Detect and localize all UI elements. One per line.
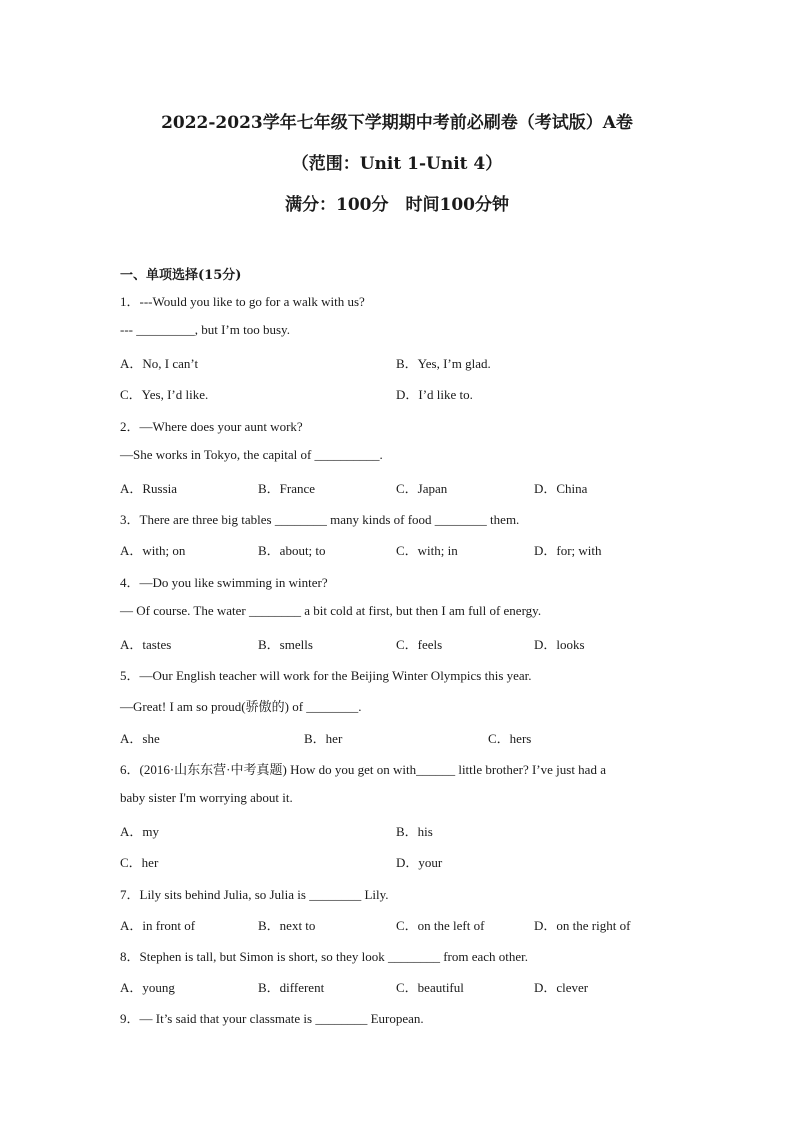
question-stem: —She works in Tokyo, the capital of __________. (120, 447, 383, 462)
question-stem: 6．(2016·山东东营·中考真题) How do you get on with______ little brother? I’ve just had a (120, 762, 606, 777)
option-c: C．hers (488, 731, 532, 746)
option-a: A．tastes (120, 637, 172, 652)
option-a: A．with; on (120, 543, 186, 558)
question-stem: --- _________, but I’m too busy. (120, 322, 290, 337)
option-c: C．Japan (396, 481, 448, 496)
question-stem: baby sister I'm worrying about it. (120, 790, 293, 805)
option-c: C．her (120, 855, 159, 870)
option-d: D．your (396, 855, 443, 870)
option-c: C．feels (396, 637, 443, 652)
option-d: D．for; with (534, 543, 602, 558)
option-b: B．his (396, 824, 433, 839)
option-b: B．Yes, I’m glad. (396, 356, 491, 371)
question-stem: 2．—Where does your aunt work? (120, 419, 303, 434)
question-stem: 1．---Would you like to go for a walk with us? (120, 294, 365, 309)
option-a: A．she (120, 731, 160, 746)
option-b: B．about; to (258, 543, 326, 558)
exam-score-time: 满分：100分 时间100分钟 (285, 195, 509, 215)
exam-range: （范围：Unit 1-Unit 4） (291, 154, 503, 174)
option-c: C．beautiful (396, 980, 464, 995)
section-heading: 一、单项选择(15分) (120, 268, 242, 283)
option-d: D．looks (534, 637, 585, 652)
option-a: A．my (120, 824, 160, 839)
option-b: B．next to (258, 918, 316, 933)
option-d: D．China (534, 481, 588, 496)
option-c: C．Yes, I’d like. (120, 387, 209, 402)
option-b: B．different (258, 980, 325, 995)
option-b: B．her (304, 731, 343, 746)
option-d: D．clever (534, 980, 589, 995)
option-d: D．I’d like to. (396, 387, 473, 402)
exam-title: 2022-2023学年七年级下学期期中考前必刷卷（考试版）A卷 (161, 113, 633, 133)
option-a: A．No, I can’t (120, 356, 199, 371)
option-b: B．smells (258, 637, 313, 652)
option-c: C．on the left of (396, 918, 485, 933)
option-a: A．Russia (120, 481, 178, 496)
option-d: D．on the right of (534, 918, 631, 933)
question-stem: 9．— It’s said that your classmate is ________ European. (120, 1011, 424, 1026)
option-c: C．with; in (396, 543, 458, 558)
question-stem: 5．—Our English teacher will work for the Beijing Winter Olympics this year. (120, 668, 532, 683)
question-stem: — Of course. The water ________ a bit cold at first, but then I am full of energy. (120, 603, 542, 618)
question-stem: 8．Stephen is tall, but Simon is short, so they look ________ from each other. (120, 949, 529, 964)
option-a: A．in front of (120, 918, 196, 933)
question-stem: —Great! I am so proud(骄傲的) of ________. (120, 699, 362, 714)
option-a: A．young (120, 980, 175, 995)
question-stem: 7．Lily sits behind Julia, so Julia is ________ Lily. (120, 887, 389, 902)
question-stem: 3．There are three big tables ________ many kinds of food ________ them. (120, 512, 520, 527)
option-b: B．France (258, 481, 316, 496)
question-stem: 4．—Do you like swimming in winter? (120, 575, 328, 590)
